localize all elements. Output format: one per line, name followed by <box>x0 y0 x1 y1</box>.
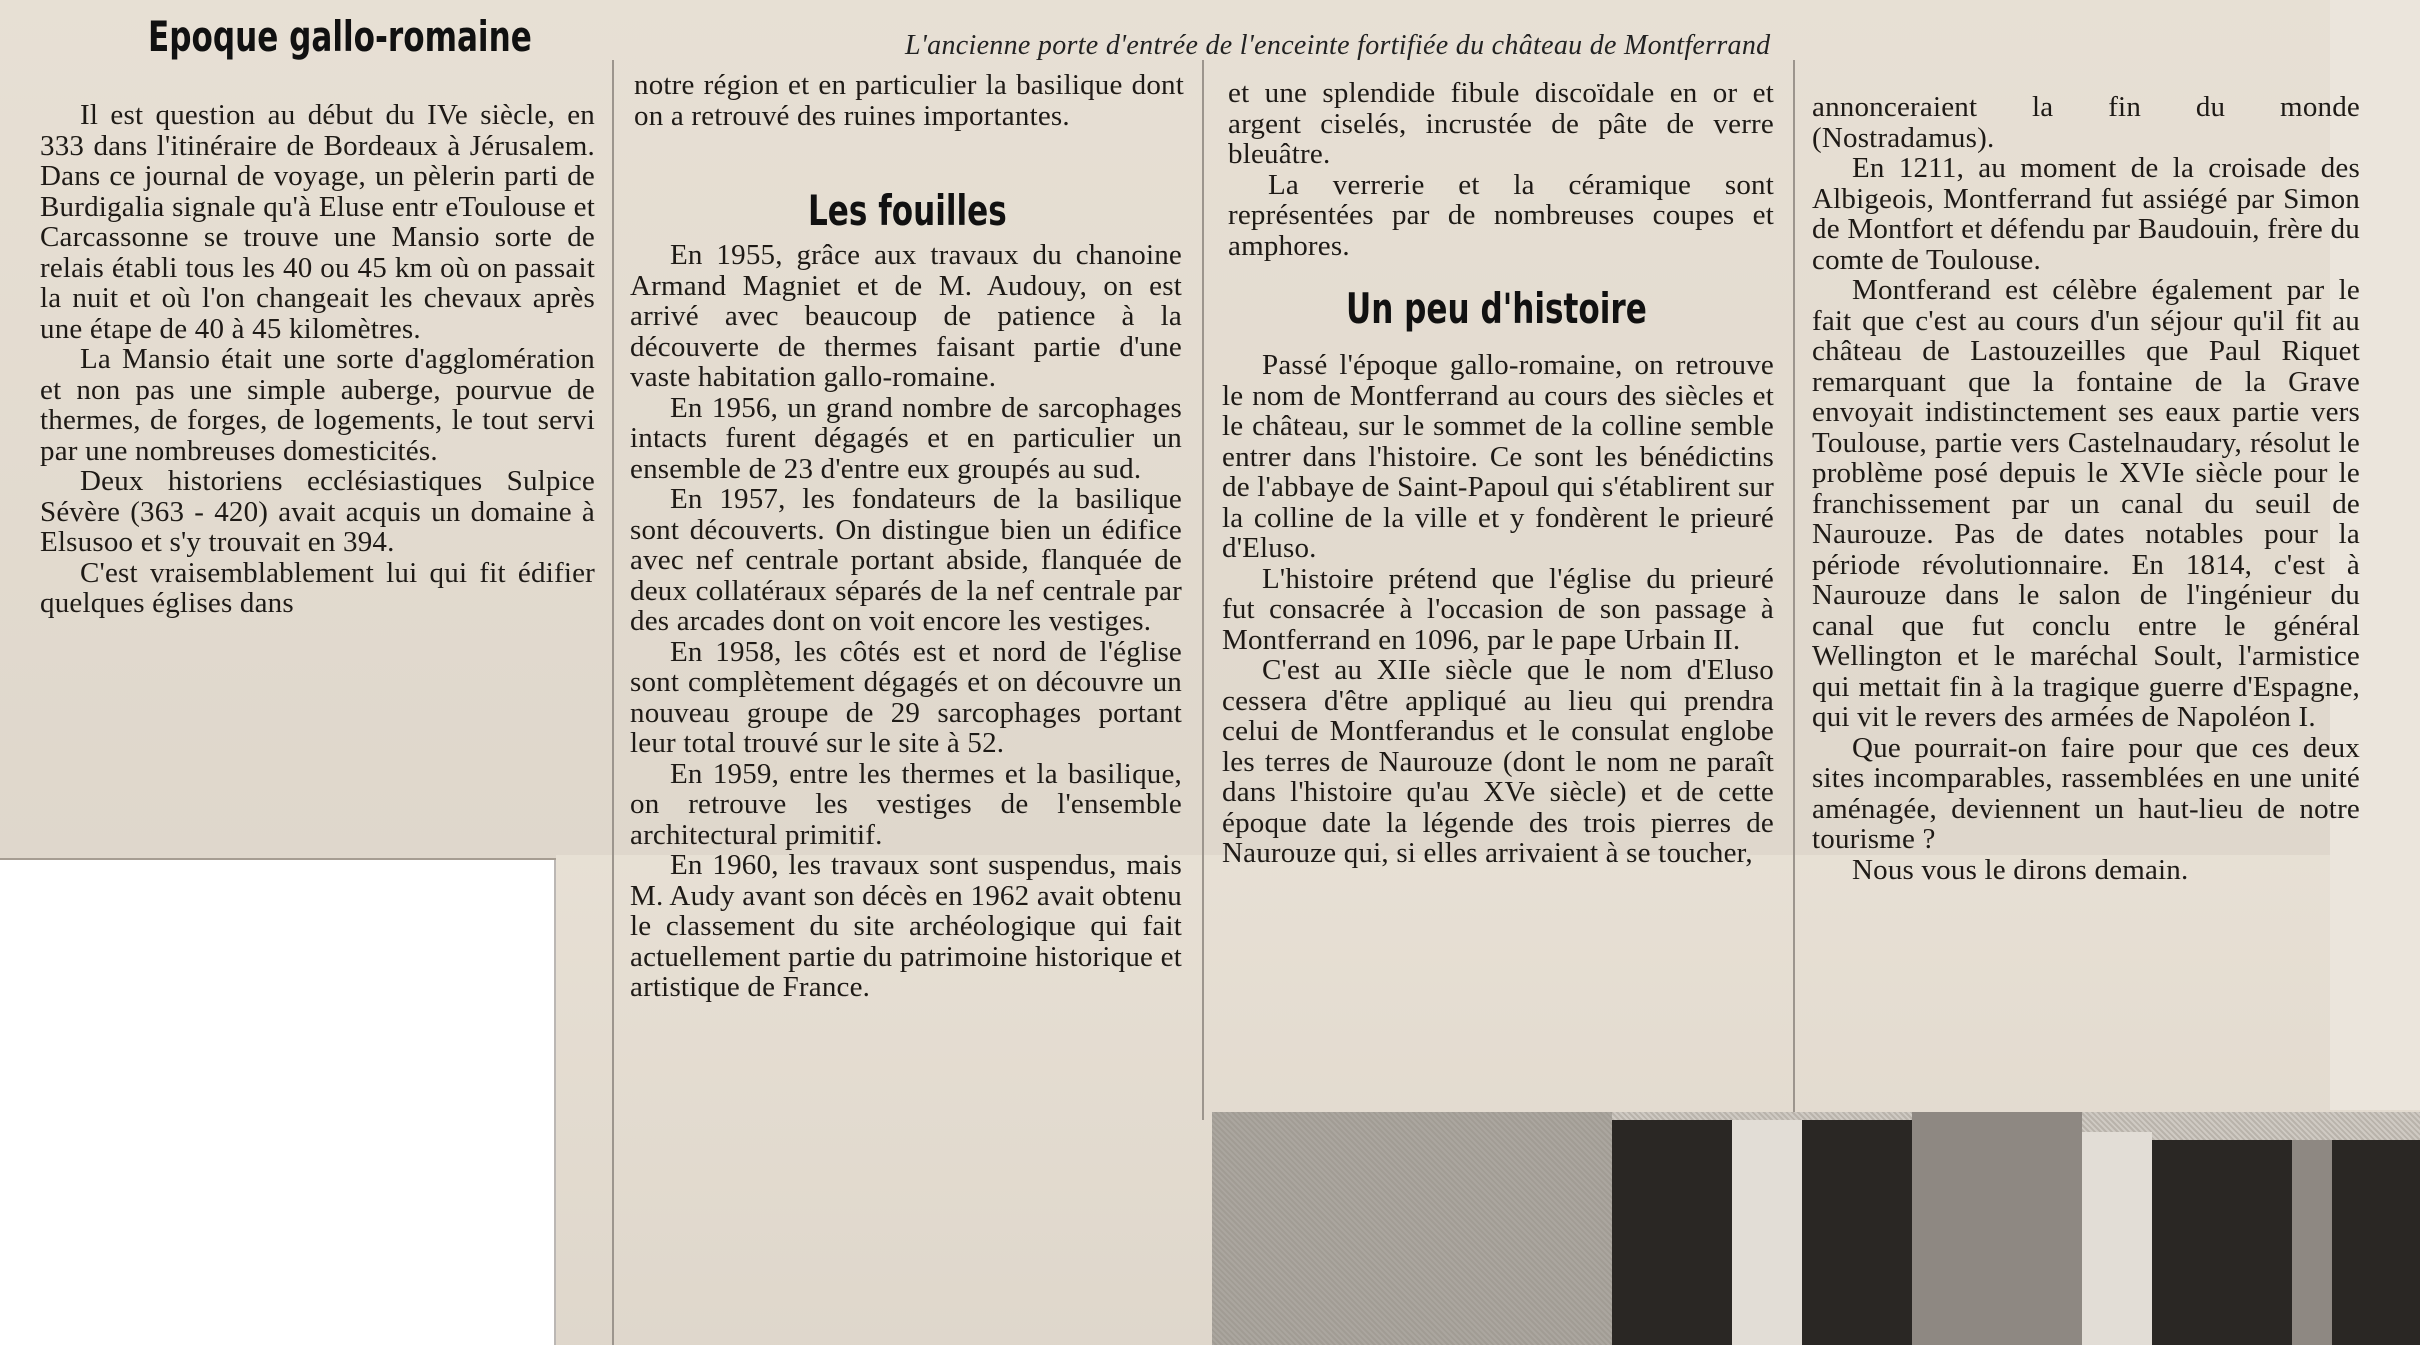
paragraph: annonceraient la fin du monde (Nostradamus). <box>1812 91 2360 154</box>
column-2-top <box>634 70 1184 131</box>
cut-edge-shadow-h <box>0 858 556 860</box>
column-rule <box>1793 60 1795 1120</box>
photo-caption: L'ancienne porte d'entrée de l'enceinte fortifiée du château de Montferrand <box>905 30 1771 61</box>
column-4 <box>1812 92 2360 885</box>
paragraph: L'histoire prétend que l'église du prieuré fut consacrée à l'occasion de son passage à Montferrand en 1096, par le pape Urbain II. <box>1222 562 1774 656</box>
cut-edge-shadow <box>554 860 556 1345</box>
column-3-top <box>1228 78 1774 261</box>
paragraph: notre région et en particulier la basilique dont on a retrouvé des ruines importantes. <box>634 69 1184 132</box>
column-1 <box>40 100 595 619</box>
paragraph: En 1957, les fondateurs de la basilique sont découverts. On distingue bien un édifice avec nef centrale portant abside, flanquée de deux collatéraux séparés de la nef centrale par des arcades dont on voit encore les vestiges. <box>630 483 1182 637</box>
paragraph: Que pourrait-on faire pour que ces deux sites incomparables, rassemblées en une unité aménagée, deviennent un haut-lieu de notre tourisme ? <box>1812 731 2360 855</box>
paragraph: et une splendide fibule discoïdale en or et argent ciselés, incrustée de pâte de verre bleuâtre. <box>1228 77 1774 170</box>
heading-fouilles: Les fouilles <box>808 186 1007 235</box>
paragraph: La Mansio était une sorte d'agglomération et non pas une simple auberge, pourvue de thermes, de forges, de logements, le tout servi par une nombreuses domesticités. <box>40 343 595 467</box>
paragraph: Il est question au début du IVe siècle, en 333 dans l'itinéraire de Bordeaux à Jérusalem. Dans ce journal de voyage, un pèlerin parti de Burdigalia signale qu'à Eluse entr eToulouse et Carcassonne se trouve une Mansio sorte de relais établi tous les 40 ou 45 km où on passait la nuit et où l'on changeait les chevaux après une étape de 40 à 45 kilomètres. <box>40 99 595 345</box>
column-3 <box>1222 350 1774 869</box>
paragraph: En 1958, les côtés est et nord de l'église sont complètement dégagés et on découvre un nouveau groupe de 29 sarcophages portant leur total trouvé sur le site à 52. <box>630 635 1182 759</box>
column-2 <box>630 240 1182 1003</box>
paragraph: En 1960, les travaux sont suspendus, mais M. Audy avant son décès en 1962 avait obtenu le classement du site archéologique qui fait actuellement partie du patrimoine historique et artistique de France. <box>630 849 1182 1003</box>
paragraph: En 1211, au moment de la croisade des Albigeois, Montferrand fut assiégé par Simon de Montfort et défendu par Baudouin, frère du comte de Toulouse. <box>1812 152 2360 276</box>
paragraph: Passé l'époque gallo-romaine, on retrouve le nom de Montferrand au cours des siècles et le château, sur le sommet de la colline semble entrer dans l'histoire. Ce sont les bénédictins de l'abbaye de Saint-Papoul qui s'établirent sur la colline de la ville et y fondèrent le prieuré d'Eluso. <box>1222 349 1774 564</box>
column-rule <box>612 60 614 1345</box>
paragraph: En 1959, entre les thermes et la basilique, on retrouve les vestiges de l'ensemble architectural primitif. <box>630 757 1182 851</box>
paragraph: En 1955, grâce aux travaux du chanoine Armand Magniet et de M. Audouy, on est arrivé avec beaucoup de patience à la découverte de thermes faisant partie d'une vaste habitation gallo-romaine. <box>630 239 1182 393</box>
paragraph: La verrerie et la céramique sont représentées par de nombreuses coupes et amphores. <box>1228 168 1774 262</box>
paragraph: En 1956, un grand nombre de sarcophages intacts furent dégagés et en particulier un ensemble de 23 d'entre eux groupés au sud. <box>630 391 1182 485</box>
paragraph: Deux historiens ecclésiastiques Sulpice Sévère (363 - 420) avait acquis un domaine à Elsusoo et s'y trouvait en 394. <box>40 465 595 558</box>
column-rule <box>1202 60 1204 1120</box>
paragraph: C'est vraisemblablement lui qui fit édifier quelques églises dans <box>40 556 595 619</box>
paragraph: C'est au XIIe siècle que le nom d'Eluso cessera d'être appliqué au lieu qui prendra celui de Montferandus et le consulat englobe les terres de Naurouze (dont le nom ne paraît dans l'histoire qu'au XVe siècle) et de cette époque date la légende des trois pierres de Naurouze qui, si elles arrivaient à se toucher, <box>1222 654 1774 869</box>
halftone-photo <box>1212 1112 2420 1345</box>
paragraph: Nous vous le dirons demain. <box>1852 853 2189 886</box>
heading-epoque: Epoque gallo-romaine <box>148 12 532 61</box>
heading-histoire: Un peu d'histoire <box>1346 284 1647 333</box>
paragraph: Montferand est célèbre également par le fait que c'est au cours d'un séjour qu'il fit au château de Lastouzeilles que Paul Riquet remarquant que la fontaine de la Grave envoyait indistinctement ses eaux partie vers Toulouse, partie vers Castelnaudary, résolut le problème posé depuis le XVIe siècle pour le franchissement par un canal du seuil de Naurouze. Pas de dates notables pour la période révolutionnaire. En 1814, c'est à Naurouze dans le salon de l'ingénieur du canal que fut conclu entre le général Wellington et le maréchal Soult, l'armistice qui mettait fin à la tragique guerre d'Espagne, qui vit le revers des armées de Napoléon I. <box>1812 274 2360 733</box>
